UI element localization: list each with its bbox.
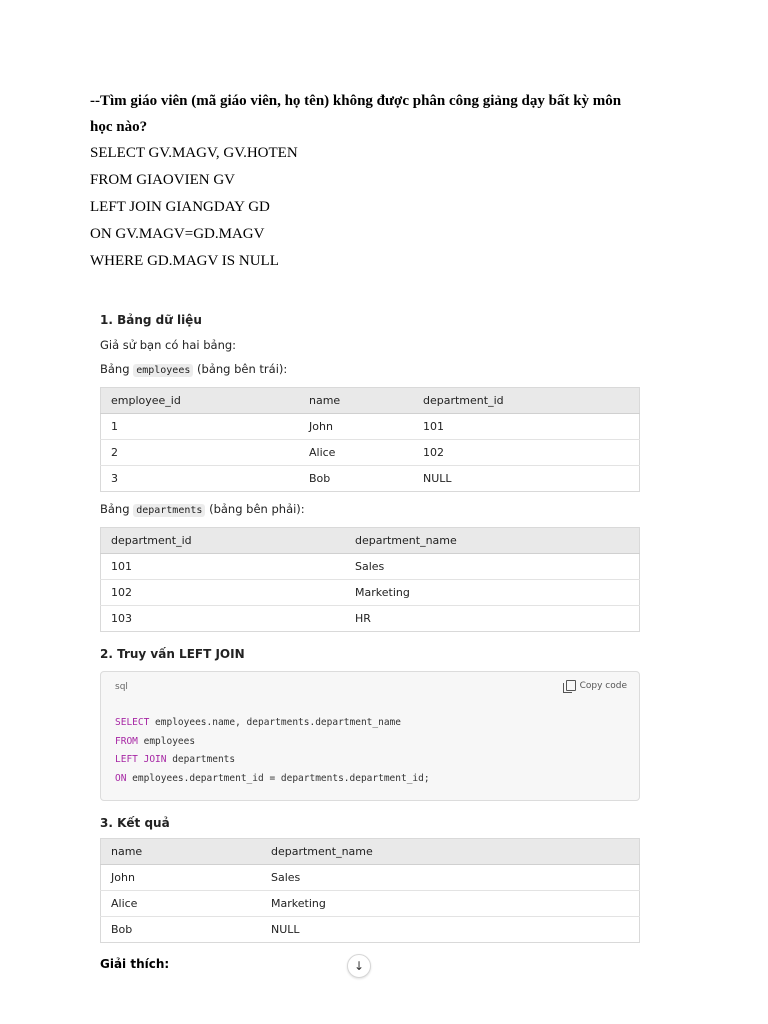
caption-prefix: Bảng: [100, 502, 130, 516]
answer-screenshot: [100, 310, 640, 943]
column-header: department_name: [261, 839, 640, 865]
column-header: name: [299, 388, 413, 414]
code-line: [115, 736, 195, 747]
code-line: [115, 717, 401, 728]
scroll-down-button[interactable]: [347, 954, 371, 978]
sql-keyword: LEFT JOIN: [115, 754, 167, 765]
column-header: department_id: [101, 528, 346, 554]
column-header: employee_id: [101, 388, 300, 414]
question-title-line-1: --Tìm giáo viên (mã giáo viên, họ tên) không được phân công giảng dạy bất kỳ môn: [90, 93, 622, 109]
table-cell: Bob: [309, 472, 331, 485]
section-heading-result: 3. Kết quả: [100, 816, 170, 830]
table-row: [101, 414, 640, 440]
table-cell: Bob: [111, 923, 133, 936]
table-cell: 102: [413, 440, 640, 466]
right-table-caption: [100, 498, 640, 522]
section-intro: Giả sử bạn có hai bảng:: [100, 338, 237, 352]
arrow-down-icon: ↓: [353, 959, 365, 973]
sql-line: SELECT GV.MAGV, GV.HOTEN: [90, 145, 298, 161]
copy-code-button[interactable]: [566, 680, 627, 691]
sql-line: FROM GIAOVIEN GV: [90, 172, 235, 188]
caption-prefix: Bảng: [100, 362, 130, 376]
table-row: [101, 865, 640, 891]
sql-line: LEFT JOIN GIANGDAY GD: [90, 199, 270, 215]
table-cell: Marketing: [261, 891, 640, 917]
table-cell: Marketing: [345, 580, 640, 606]
column-header: department_name: [345, 528, 640, 554]
code-line: [115, 754, 235, 765]
table-cell: Alice: [299, 440, 413, 466]
table-header-row: [101, 388, 640, 414]
table-cell: NULL: [423, 472, 452, 485]
table-cell: John: [101, 865, 262, 891]
table-row: [101, 580, 640, 606]
sql-keyword: SELECT: [115, 717, 150, 728]
section-heading-query: 2. Truy vấn LEFT JOIN: [100, 647, 245, 661]
sql-keyword: FROM: [115, 735, 138, 747]
caption-suffix: (bảng bên phải):: [209, 502, 305, 516]
explanation-heading: Giải thích:: [100, 957, 170, 971]
left-table-caption: [100, 358, 640, 382]
employees-table: [100, 387, 640, 492]
table-cell: Sales: [261, 865, 640, 891]
sql-keyword: ON: [115, 772, 127, 784]
inline-code-departments: departments: [133, 504, 205, 517]
table-row: [101, 466, 640, 492]
column-header: department_id: [413, 388, 640, 414]
question-block: [90, 88, 650, 275]
caption-suffix: (bảng bên trái):: [197, 362, 288, 376]
sql-line: WHERE GD.MAGV IS NULL: [90, 253, 279, 269]
question-title-line-2: học nào?: [90, 119, 148, 135]
table-row: [101, 917, 640, 943]
table-header-row: [101, 528, 640, 554]
code-language-label: sql: [115, 682, 128, 692]
table-cell: 3: [111, 472, 118, 485]
table-cell: 102: [101, 580, 346, 606]
copy-icon: [566, 680, 576, 691]
table-header-row: [101, 839, 640, 865]
table-cell: John: [299, 414, 413, 440]
code-text: employees.department_id = departments.department_id;: [126, 772, 430, 784]
table-row: [101, 554, 640, 580]
result-table: [100, 838, 640, 943]
table-row: [101, 606, 640, 632]
section-heading-data: 1. Bảng dữ liệu: [100, 313, 202, 327]
table-cell: 101: [101, 554, 346, 580]
table-cell: 2: [101, 440, 300, 466]
code-content: [115, 714, 430, 788]
table-cell: HR: [355, 612, 371, 625]
code-text: departments: [166, 754, 236, 765]
code-line: [115, 773, 430, 784]
table-cell: 1: [101, 414, 300, 440]
copy-code-label: Copy code: [579, 680, 627, 691]
sql-line: ON GV.MAGV=GD.MAGV: [90, 226, 265, 242]
table-row: [101, 440, 640, 466]
table-cell: Alice: [101, 891, 262, 917]
table-row: [101, 891, 640, 917]
table-cell: Sales: [345, 554, 640, 580]
code-text: employees.name, departments.department_name: [149, 717, 401, 728]
column-header: name: [101, 839, 262, 865]
table-cell: 103: [111, 612, 132, 625]
inline-code-employees: employees: [133, 364, 193, 377]
departments-table: [100, 527, 640, 632]
code-text: employees: [137, 735, 196, 747]
code-block: [100, 671, 640, 801]
table-cell: 101: [413, 414, 640, 440]
table-cell: NULL: [271, 923, 300, 936]
